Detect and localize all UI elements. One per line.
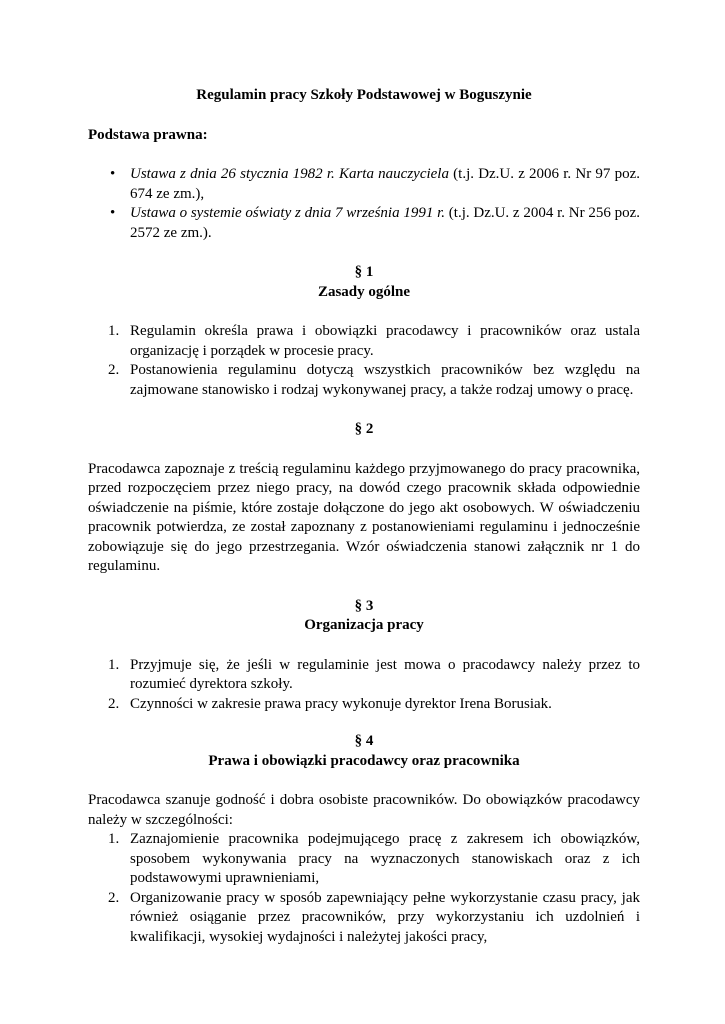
section-4-heading: Prawa i obowiązki pracodawcy oraz pracownika [208, 752, 520, 769]
section-2-sign: § 2 [354, 421, 374, 437]
section-1-sign: § 1 [354, 264, 374, 280]
item-number: 1. [108, 656, 120, 673]
section-2-paragraph: Pracodawca zapoznaje z treścią regulaminu każdego przyjmowanego do pracy pracownika, przed rozpoczęciem przez niego pracy, na dowód czego pracownik składa odpowiednie oświadczenie na piśmie, które zostaje dołączone do jego akt osobowych. W oświadczeniu pracownik potwierdza, ze został zapoznany z postanowieniami regulaminu i jednocześnie zobowiązuje się do jego przestrzegania. Wzór oświadczenia stanowi załącznik nr 1 do regulaminu. [88, 460, 640, 574]
item-number: 1. [108, 323, 120, 339]
legal-basis-heading: Podstawa prawna: [88, 126, 208, 143]
list-item [88, 830, 640, 889]
section-3-heading: Organizacja pracy [304, 617, 424, 633]
list-item [88, 322, 640, 361]
item-text: Regulamin określa prawa i obowiązki pracodawcy i pracowników oraz ustala organizację i porządek w procesie pracy. [130, 323, 640, 359]
item-text: Zaznajomienie pracownika podejmującego pracę z zakresem ich obowiązków, sposobem wykonywania pracy na wyznaczonych stanowiskach oraz z ich podstawowymi uprawnieniami, [130, 831, 640, 886]
item-number: 1. [108, 831, 120, 847]
item-number: 2. [108, 362, 120, 378]
item-text: Przyjmuje się, że jeśli w regulaminie jest mowa o pracodawcy należy przez to rozumieć dyrektora szkoły. [130, 656, 640, 692]
list-item [88, 165, 640, 204]
list-item [88, 204, 640, 243]
act-title: Ustawa o systemie oświaty z dnia 7 września 1991 r. [130, 205, 446, 221]
list-item [88, 656, 640, 695]
item-number: 2. [108, 889, 120, 906]
act-reference: (t.j. Dz.U. z 2004 r. Nr 256 poz. 2572 ze zm.). [130, 205, 641, 241]
section-1-heading: Zasady ogólne [317, 283, 411, 300]
legal-basis-list [88, 165, 640, 243]
act-reference: (t.j. Dz.U. z 2006 r. Nr 97 poz. 674 ze zm.), [130, 166, 640, 202]
list-item [88, 889, 640, 948]
item-text: Postanowienia regulaminu dotyczą wszystkich pracowników bez względu na zajmowane stanowisko i rodzaj wykonywanej pracy, a także rodzaj umowy o pracę. [130, 362, 640, 398]
section-3-sign: § 3 [354, 597, 374, 614]
document-body [88, 86, 640, 947]
section-3-list [88, 656, 640, 715]
section-1-list [88, 322, 640, 400]
item-number: 2. [108, 695, 120, 712]
item-text: Organizowanie pracy w sposób zapewniający pełne wykorzystanie czasu pracy, jak również osiąganie przez pracowników, przy wykorzystaniu ich uzdolnień i kwalifikacji, wysokiej wydajności i należytej jakości pracy, [130, 889, 640, 945]
section-4-sign: § 4 [354, 733, 374, 749]
list-item [88, 361, 640, 400]
list-item [88, 695, 640, 715]
item-text: Czynności w zakresie prawa pracy wykonuje dyrektor Irena Borusiak. [130, 695, 552, 712]
section-4-intro: Pracodawca szanuje godność i dobra osobiste pracowników. Do obowiązków pracodawcy należy w szczególności: [88, 792, 640, 828]
section-4-list [88, 830, 640, 947]
act-title: Ustawa z dnia 26 stycznia 1982 r. Karta nauczyciela [130, 166, 449, 182]
document-title: Regulamin pracy Szkoły Podstawowej w Boguszynie [196, 87, 532, 103]
